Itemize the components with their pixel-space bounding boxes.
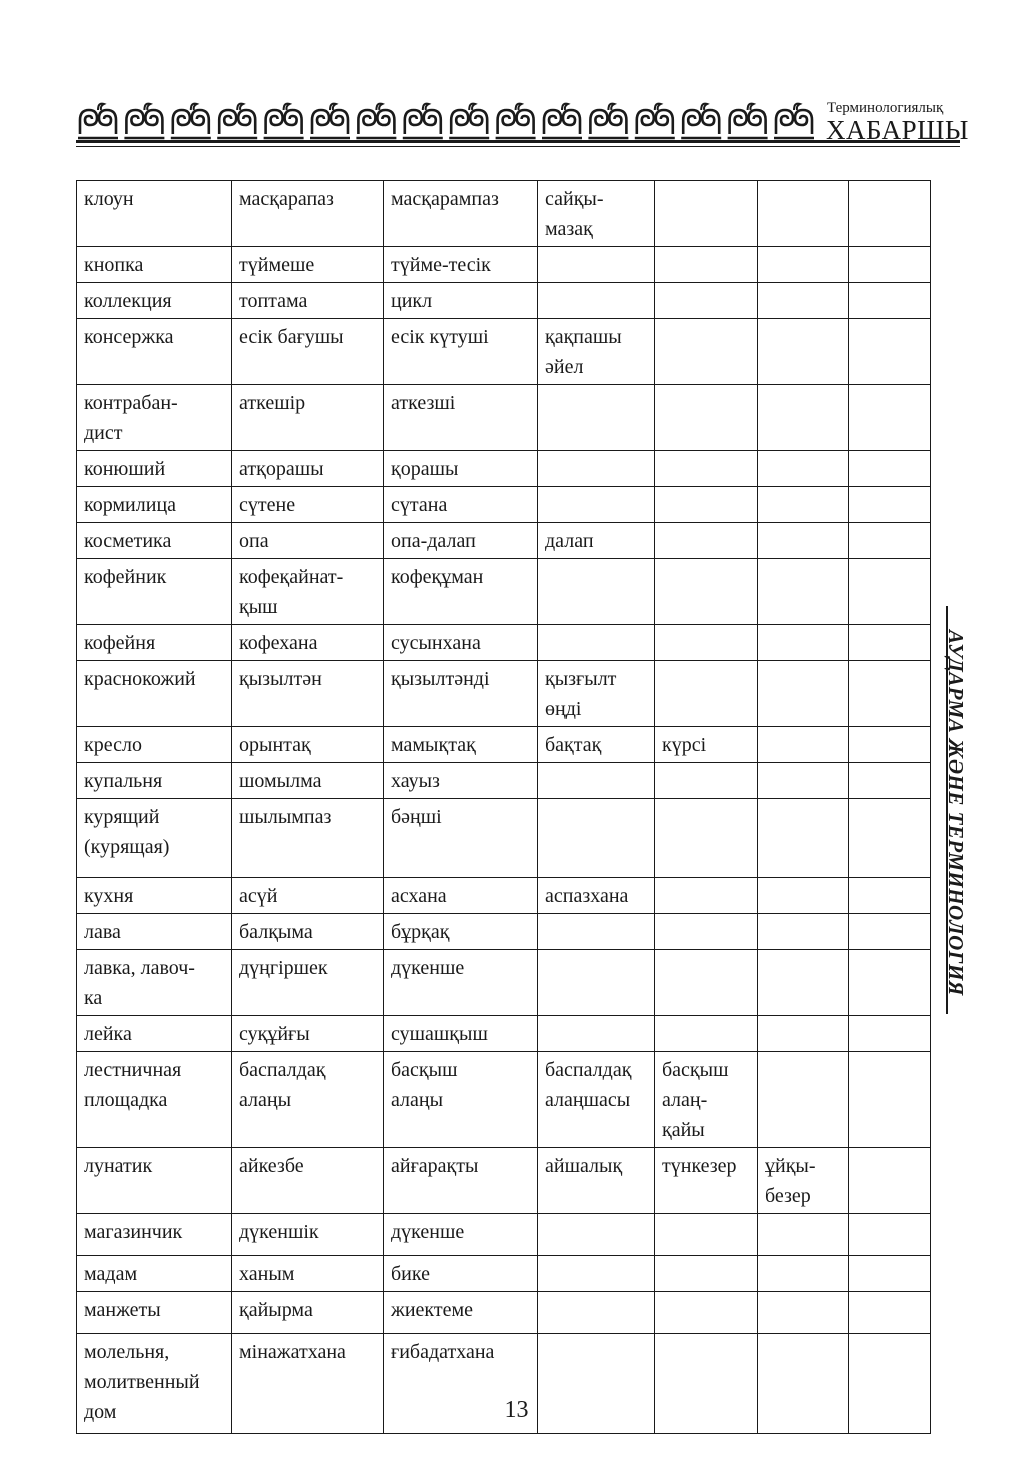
table-row [77, 763, 931, 799]
kazakh-equivalent-cell [758, 878, 849, 914]
kazakh-equivalent-cell [758, 247, 849, 283]
kazakh-equivalent-cell [849, 799, 931, 878]
kazakh-equivalent-cell [758, 523, 849, 559]
kazakh-equivalent-cell [758, 319, 849, 385]
russian-term-cell: кухня [77, 878, 232, 914]
russian-term-cell: кофейник [77, 559, 232, 625]
kazakh-equivalent-cell: аспазхана [538, 878, 655, 914]
kazakh-equivalent-cell: аткезші [384, 385, 538, 451]
russian-term-cell: кресло [77, 727, 232, 763]
kazakh-equivalent-cell: орынтақ [232, 727, 384, 763]
russian-term-cell: молельня, молитвенный дом [77, 1334, 232, 1434]
kazakh-equivalent-cell [849, 1292, 931, 1334]
russian-term-cell: контрабан- дист [77, 385, 232, 451]
kazakh-equivalent-cell [655, 661, 758, 727]
kazakh-equivalent-cell [849, 763, 931, 799]
russian-term-cell: лунатик [77, 1148, 232, 1214]
kazakh-equivalent-cell [758, 1214, 849, 1256]
russian-term-cell: лейка [77, 1016, 232, 1052]
kazakh-equivalent-cell: асхана [384, 878, 538, 914]
section-running-title: АУДАРМА ЖӘНЕ ТЕРМИНОЛОГИЯ [944, 630, 968, 996]
table-row [77, 950, 931, 1016]
russian-term-cell: магазинчик [77, 1214, 232, 1256]
russian-term-cell: конюший [77, 451, 232, 487]
kazakh-equivalent-cell: қақпашы әйел [538, 319, 655, 385]
kazakh-equivalent-cell: бәңші [384, 799, 538, 878]
russian-term-cell: манжеты [77, 1292, 232, 1334]
kazakh-equivalent-cell [655, 181, 758, 247]
kazakh-equivalent-cell [849, 385, 931, 451]
kazakh-equivalent-cell [655, 385, 758, 451]
kazakh-equivalent-cell [538, 451, 655, 487]
kazakh-equivalent-cell [655, 319, 758, 385]
kazakh-equivalent-cell [849, 661, 931, 727]
kazakh-equivalent-cell: сүтана [384, 487, 538, 523]
kazakh-equivalent-cell: түймеше [232, 247, 384, 283]
russian-term-cell: кормилица [77, 487, 232, 523]
table-row [77, 319, 931, 385]
kazakh-equivalent-cell [849, 1148, 931, 1214]
journal-title: ХАБАРШЫ [826, 115, 969, 145]
russian-term-cell: коллекция [77, 283, 232, 319]
table-row [77, 878, 931, 914]
kazakh-equivalent-cell: бұрқақ [384, 914, 538, 950]
kazakh-equivalent-cell: хауыз [384, 763, 538, 799]
kazakh-equivalent-cell [758, 727, 849, 763]
kazakh-equivalent-cell [849, 181, 931, 247]
kazakh-equivalent-cell: опа-далап [384, 523, 538, 559]
kazakh-equivalent-cell [538, 1214, 655, 1256]
kazakh-equivalent-cell [655, 799, 758, 878]
kazakh-equivalent-cell: сушашқыш [384, 1016, 538, 1052]
kazakh-equivalent-cell [655, 247, 758, 283]
kazakh-equivalent-cell [538, 799, 655, 878]
kazakh-equivalent-cell: ұйқы- безер [758, 1148, 849, 1214]
kazakh-equivalent-cell [655, 950, 758, 1016]
kazakh-equivalent-cell [849, 1016, 931, 1052]
kazakh-equivalent-cell: мамықтақ [384, 727, 538, 763]
kazakh-equivalent-cell [538, 247, 655, 283]
table-row [77, 385, 931, 451]
kazakh-equivalent-cell [849, 950, 931, 1016]
kazakh-equivalent-cell [849, 247, 931, 283]
table-row [77, 247, 931, 283]
table-row [77, 1256, 931, 1292]
kazakh-equivalent-cell [538, 487, 655, 523]
table-row [77, 1148, 931, 1214]
kazakh-equivalent-cell: түнкезер [655, 1148, 758, 1214]
kazakh-equivalent-cell [655, 487, 758, 523]
kazakh-equivalent-cell: цикл [384, 283, 538, 319]
table-row [77, 181, 931, 247]
kazakh-equivalent-cell: атқорашы [232, 451, 384, 487]
kazakh-equivalent-cell: қызғылт өңді [538, 661, 655, 727]
kazakh-equivalent-cell: суқұйғы [232, 1016, 384, 1052]
kazakh-equivalent-cell: ханым [232, 1256, 384, 1292]
header-rule-thin [76, 146, 960, 147]
kazakh-equivalent-cell: бике [384, 1256, 538, 1292]
kazakh-equivalent-cell: далап [538, 523, 655, 559]
russian-term-cell: косметика [77, 523, 232, 559]
kazakh-equivalent-cell: балқыма [232, 914, 384, 950]
kazakh-equivalent-cell [849, 451, 931, 487]
kazakh-equivalent-cell [758, 1256, 849, 1292]
kazakh-equivalent-cell: күрсі [655, 727, 758, 763]
kazakh-equivalent-cell: мінажатхана [232, 1334, 384, 1434]
russian-term-cell: лава [77, 914, 232, 950]
table-row [77, 559, 931, 625]
kazakh-equivalent-cell [758, 487, 849, 523]
kazakh-equivalent-cell: ғибадатхана [384, 1334, 538, 1434]
kazakh-equivalent-cell: дүңгіршек [232, 950, 384, 1016]
kazakh-equivalent-cell [655, 283, 758, 319]
kazakh-equivalent-cell: асүй [232, 878, 384, 914]
table-row [77, 451, 931, 487]
kazakh-equivalent-cell: бақтақ [538, 727, 655, 763]
table-row [77, 661, 931, 727]
russian-term-cell: клоун [77, 181, 232, 247]
kazakh-equivalent-cell [849, 1214, 931, 1256]
russian-term-cell: кнопка [77, 247, 232, 283]
kazakh-equivalent-cell [849, 625, 931, 661]
kazakh-equivalent-cell: шомылма [232, 763, 384, 799]
kazakh-equivalent-cell [758, 914, 849, 950]
kazakh-equivalent-cell: сусынхана [384, 625, 538, 661]
kazakh-equivalent-cell: шылымпаз [232, 799, 384, 878]
kazakh-equivalent-cell [538, 1016, 655, 1052]
page-number: 13 [504, 1397, 529, 1423]
kazakh-equivalent-cell [758, 661, 849, 727]
kazakh-equivalent-cell: қызылтән [232, 661, 384, 727]
kazakh-equivalent-cell [758, 625, 849, 661]
kazakh-equivalent-cell [538, 914, 655, 950]
kazakh-equivalent-cell [849, 559, 931, 625]
kazakh-equivalent-cell: сайқы- мазақ [538, 181, 655, 247]
kazakh-equivalent-cell [655, 625, 758, 661]
kazakh-equivalent-cell: жиектеме [384, 1292, 538, 1334]
kazakh-equivalent-cell [538, 1292, 655, 1334]
kazakh-equivalent-cell [849, 914, 931, 950]
russian-term-cell: лавка, лавоч- ка [77, 950, 232, 1016]
kazakh-equivalent-cell: кофеқұман [384, 559, 538, 625]
russian-term-cell: консержка [77, 319, 232, 385]
kazakh-equivalent-cell: айғарақты [384, 1148, 538, 1214]
kazakh-equivalent-cell: қызылтәнді [384, 661, 538, 727]
kazakh-equivalent-cell [655, 1256, 758, 1292]
table-row [77, 283, 931, 319]
kazakh-equivalent-cell [655, 763, 758, 799]
kazakh-equivalent-cell [849, 487, 931, 523]
kazakh-equivalent-cell [758, 559, 849, 625]
table-row [77, 1214, 931, 1256]
kazakh-equivalent-cell [655, 1292, 758, 1334]
russian-term-cell: курящий (курящая) [77, 799, 232, 878]
table-row [77, 799, 931, 878]
kazakh-equivalent-cell: дүкенше [384, 1214, 538, 1256]
kazakh-equivalent-cell: баспалдақ алаңы [232, 1052, 384, 1148]
kazakh-equivalent-cell [758, 1292, 849, 1334]
kazakh-equivalent-cell [655, 914, 758, 950]
kazakh-equivalent-cell [538, 385, 655, 451]
table-row [77, 523, 931, 559]
journal-subtitle: Терминологиялық [827, 100, 944, 116]
terminology-table [76, 180, 931, 1434]
kazakh-equivalent-cell: басқыш алаңы [384, 1052, 538, 1148]
kazakh-equivalent-cell [849, 523, 931, 559]
table-row [77, 914, 931, 950]
kazakh-equivalent-cell: қайырма [232, 1292, 384, 1334]
kazakh-equivalent-cell: есік күтуші [384, 319, 538, 385]
kazakh-equivalent-cell: кофеқайнат- қыш [232, 559, 384, 625]
kazakh-equivalent-cell [849, 319, 931, 385]
kazakh-equivalent-cell: айкезбе [232, 1148, 384, 1214]
kazakh-equivalent-cell [758, 181, 849, 247]
kazakh-equivalent-cell: түйме-тесік [384, 247, 538, 283]
kazakh-equivalent-cell: опа [232, 523, 384, 559]
kazakh-equivalent-cell [655, 1214, 758, 1256]
kazakh-equivalent-cell [849, 1052, 931, 1148]
table-row [77, 1052, 931, 1148]
russian-term-cell: кофейня [77, 625, 232, 661]
kazakh-equivalent-cell: дүкеншік [232, 1214, 384, 1256]
kazakh-equivalent-cell [538, 625, 655, 661]
kazakh-equivalent-cell [758, 950, 849, 1016]
kazakh-equivalent-cell: дүкенше [384, 950, 538, 1016]
kazakh-equivalent-cell: баспалдақ алаңшасы [538, 1052, 655, 1148]
table-row [77, 727, 931, 763]
kazakh-equivalent-cell: аткешір [232, 385, 384, 451]
table-row [77, 625, 931, 661]
kazakh-equivalent-cell [655, 451, 758, 487]
kazakh-equivalent-cell: кофехана [232, 625, 384, 661]
kazakh-equivalent-cell: есік бағушы [232, 319, 384, 385]
russian-term-cell: краснокожий [77, 661, 232, 727]
kazakh-equivalent-cell [655, 1016, 758, 1052]
kazakh-equivalent-cell: масқарампаз [384, 181, 538, 247]
kazakh-equivalent-cell: қорашы [384, 451, 538, 487]
kazakh-equivalent-cell [758, 451, 849, 487]
kazakh-equivalent-cell [538, 283, 655, 319]
kazakh-equivalent-cell [849, 727, 931, 763]
kazakh-equivalent-cell [758, 799, 849, 878]
table-row [77, 487, 931, 523]
kazakh-equivalent-cell [758, 1052, 849, 1148]
kazakh-equivalent-cell [849, 878, 931, 914]
russian-term-cell: купальня [77, 763, 232, 799]
kazakh-equivalent-cell [538, 950, 655, 1016]
kazakh-equivalent-cell: сүтене [232, 487, 384, 523]
kazakh-equivalent-cell [758, 763, 849, 799]
table-row [77, 1016, 931, 1052]
kazakh-equivalent-cell [758, 385, 849, 451]
kazakh-equivalent-cell [655, 523, 758, 559]
kazakh-scroll-ornament-icon [76, 100, 820, 140]
kazakh-equivalent-cell [849, 1256, 931, 1292]
kazakh-equivalent-cell: айшалық [538, 1148, 655, 1214]
kazakh-equivalent-cell [849, 283, 931, 319]
kazakh-equivalent-cell [758, 283, 849, 319]
kazakh-equivalent-cell: топтама [232, 283, 384, 319]
kazakh-equivalent-cell [758, 1016, 849, 1052]
table-row [77, 1292, 931, 1334]
kazakh-equivalent-cell [538, 559, 655, 625]
kazakh-equivalent-cell [655, 559, 758, 625]
kazakh-equivalent-cell [655, 878, 758, 914]
kazakh-equivalent-cell [538, 1256, 655, 1292]
russian-term-cell: мадам [77, 1256, 232, 1292]
kazakh-equivalent-cell: масқарапаз [232, 181, 384, 247]
kazakh-equivalent-cell [538, 763, 655, 799]
kazakh-equivalent-cell: басқыш алаң- қайы [655, 1052, 758, 1148]
russian-term-cell: лестничная площадка [77, 1052, 232, 1148]
